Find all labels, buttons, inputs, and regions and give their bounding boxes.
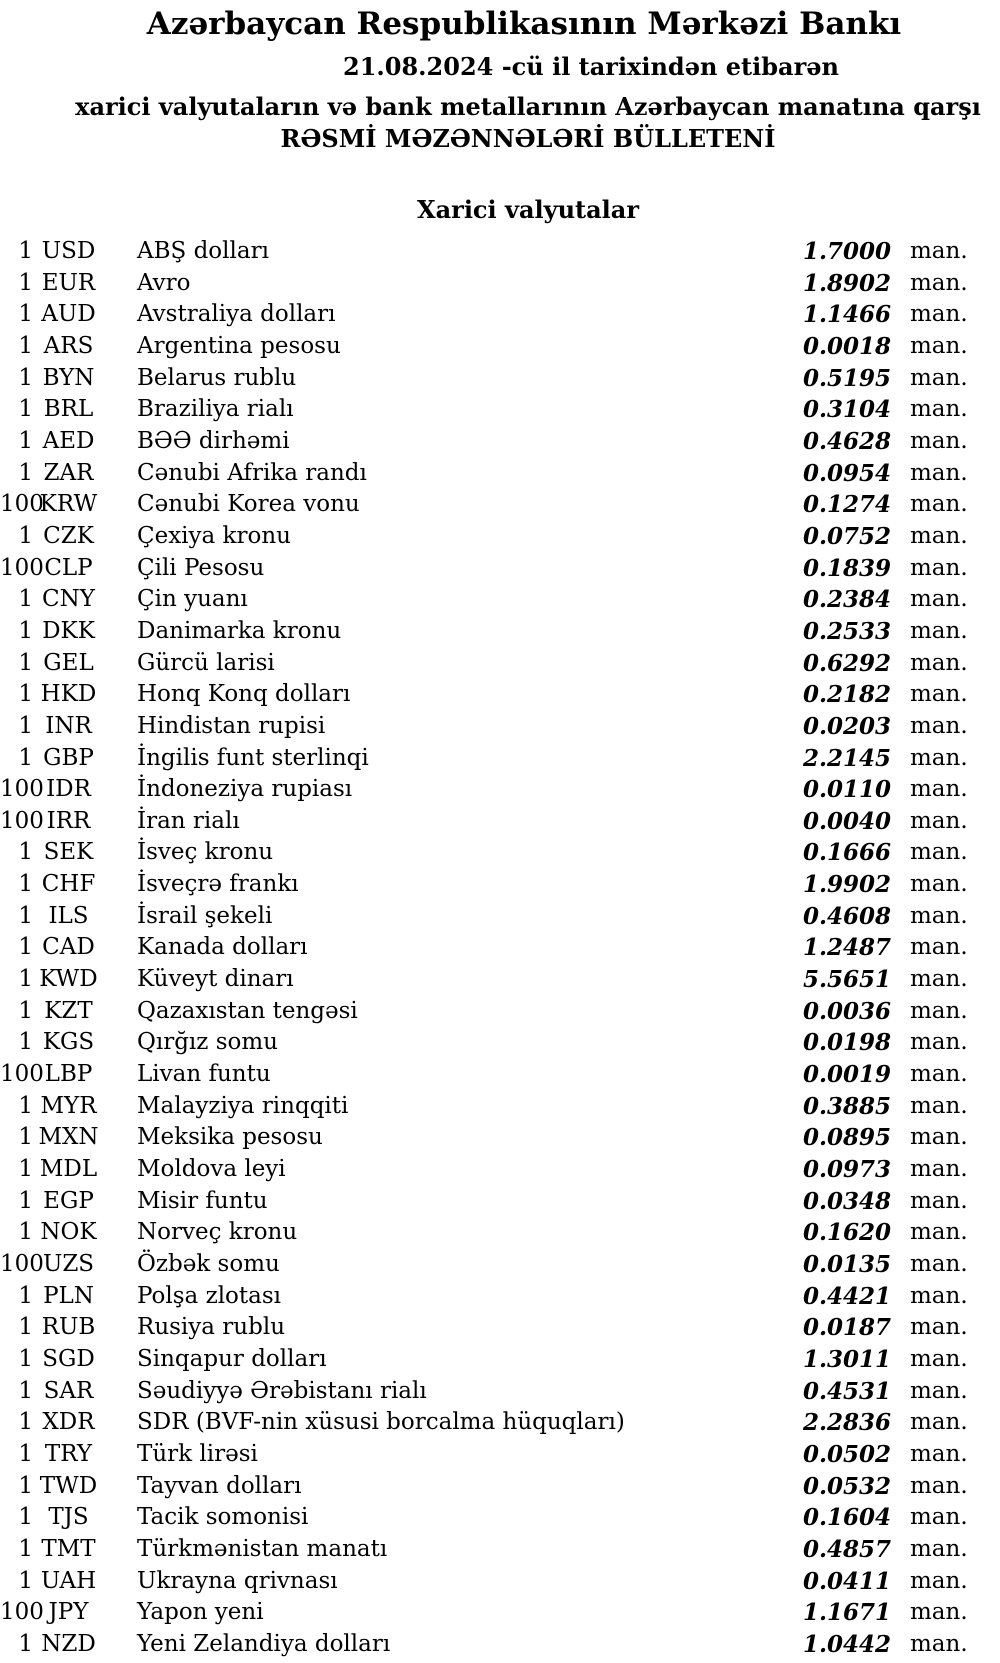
- currency-rate: 5.5651: [802, 966, 891, 994]
- currency-code: ARS: [43, 332, 94, 359]
- unit-label: man.: [910, 681, 968, 708]
- table-row: [0, 774, 1000, 806]
- unit-label: man.: [910, 1092, 968, 1119]
- currency-rate: 0.1666: [802, 839, 891, 867]
- currency-name: Hindistan rupisi: [137, 712, 326, 739]
- currency-name: Özbək somu: [137, 1251, 280, 1277]
- currency-quantity: 100: [0, 776, 44, 803]
- table-row: [0, 1059, 1000, 1091]
- table-row: [0, 489, 1000, 521]
- currency-quantity: 1: [18, 617, 33, 644]
- unit-label: man.: [910, 301, 968, 328]
- currency-name: SDR (BVF-nin xüsusi borcalma hüquqları): [137, 1409, 625, 1436]
- table-row: [0, 1091, 1000, 1123]
- table-row: [0, 1439, 1000, 1471]
- unit-label: man.: [910, 712, 968, 739]
- unit-label: man.: [910, 776, 968, 803]
- currency-rate: 0.0040: [802, 807, 891, 835]
- currency-quantity: 1: [18, 332, 33, 359]
- unit-label: man.: [910, 1377, 968, 1404]
- table-row: [0, 837, 1000, 869]
- currency-name: Moldova leyi: [137, 1156, 286, 1183]
- currency-name: Meksika pesosu: [137, 1124, 323, 1151]
- unit-label: man.: [910, 1504, 968, 1531]
- currency-rate: 0.0135: [802, 1251, 891, 1278]
- currency-name: Kanada dolları: [137, 934, 308, 961]
- currency-quantity: 1: [18, 238, 33, 264]
- currency-code: SAR: [43, 1377, 94, 1404]
- table-row: [0, 268, 1000, 300]
- currency-quantity: 1: [18, 1472, 33, 1499]
- currency-code: RUB: [41, 1314, 96, 1341]
- unit-label: man.: [910, 649, 968, 676]
- currency-rate: 0.1604: [802, 1504, 891, 1532]
- currency-code: NOK: [40, 1219, 97, 1246]
- currency-rate: 0.6292: [802, 649, 891, 677]
- table-row: [0, 711, 1000, 743]
- currency-name: Çexiya kronu: [137, 522, 291, 549]
- currency-code: USD: [41, 238, 96, 264]
- currency-name: BƏƏ dirhəmi: [137, 427, 290, 454]
- currency-name: Türkmənistan manatı: [137, 1535, 388, 1562]
- table-row: [0, 584, 1000, 616]
- currency-code: KRW: [39, 491, 98, 518]
- currency-code: ILS: [48, 902, 89, 929]
- currency-name: Misir funtu: [137, 1187, 268, 1214]
- table-row: [0, 1217, 1000, 1249]
- table-row: [0, 743, 1000, 775]
- currency-name: Belarus rublu: [137, 364, 297, 391]
- table-row: [0, 1186, 1000, 1218]
- table-row: [0, 869, 1000, 901]
- currency-quantity: 1: [18, 1282, 33, 1309]
- currency-code: MXN: [38, 1124, 99, 1151]
- currency-quantity: 1: [18, 1504, 33, 1531]
- currency-code: SGD: [42, 1345, 95, 1372]
- table-row: [0, 1312, 1000, 1344]
- currency-quantity: 1: [18, 396, 33, 423]
- currency-code: EGP: [43, 1187, 94, 1214]
- unit-label: man.: [910, 396, 968, 423]
- unit-label: man.: [910, 1187, 968, 1214]
- currency-code: CAD: [42, 934, 95, 961]
- currency-name: Argentina pesosu: [137, 332, 341, 359]
- currency-quantity: 1: [18, 364, 33, 391]
- unit-label: man.: [910, 1251, 968, 1277]
- currency-rate: 0.1274: [802, 491, 891, 519]
- currency-rate: 0.2182: [802, 681, 891, 709]
- currency-rate: 0.0532: [802, 1472, 891, 1500]
- currency-code: HKD: [40, 681, 97, 708]
- currency-rate: 0.4531: [802, 1377, 891, 1405]
- currency-rate: 0.4421: [802, 1282, 891, 1310]
- currency-code: INR: [45, 712, 92, 739]
- currency-code: KZT: [44, 997, 93, 1024]
- table-row: [0, 1154, 1000, 1186]
- unit-label: man.: [910, 238, 968, 264]
- unit-label: man.: [910, 491, 968, 518]
- currency-name: Avro: [137, 269, 191, 296]
- currency-code: SEK: [43, 839, 94, 866]
- currency-code: IDR: [46, 776, 91, 803]
- unit-label: man.: [910, 554, 968, 581]
- currency-code: TMT: [41, 1535, 96, 1562]
- currency-rate: 0.0973: [802, 1156, 891, 1184]
- currency-name: İsrail şekeli: [137, 902, 273, 929]
- unit-label: man.: [910, 1219, 968, 1246]
- currency-rate: 0.0411: [802, 1567, 891, 1595]
- unit-label: man.: [910, 522, 968, 549]
- currency-code: JPY: [48, 1599, 89, 1626]
- currency-quantity: 1: [18, 649, 33, 676]
- currency-quantity: 1: [18, 1029, 33, 1056]
- table-row: [0, 236, 1000, 268]
- table-row: [0, 1027, 1000, 1059]
- effective-date-line: 21.08.2024 -cü il tarixindən etibarən: [343, 52, 839, 81]
- currency-name: Malayziya rinqqiti: [137, 1092, 349, 1119]
- section-title-foreign-currencies: Xarici valyutalar: [417, 195, 639, 224]
- currency-rate: 0.0348: [802, 1187, 891, 1215]
- unit-label: man.: [910, 871, 968, 898]
- unit-label: man.: [910, 1124, 968, 1151]
- currency-code: CNY: [42, 586, 95, 613]
- currency-name: Gürcü larisi: [137, 649, 275, 676]
- unit-label: man.: [910, 332, 968, 359]
- table-row: [0, 553, 1000, 585]
- currency-rate: 0.0203: [802, 712, 891, 740]
- currency-name: Livan funtu: [137, 1061, 271, 1088]
- currency-rate: 0.0502: [802, 1440, 891, 1468]
- currency-rate: 1.1671: [802, 1599, 891, 1627]
- currency-rate: 2.2145: [802, 744, 891, 772]
- currency-quantity: 1: [18, 997, 33, 1024]
- currency-rate: 0.2384: [802, 586, 891, 614]
- currency-name: Qırğız somu: [137, 1029, 278, 1056]
- currency-name: Yapon yeni: [137, 1599, 264, 1626]
- currency-code: KGS: [42, 1029, 95, 1056]
- unit-label: man.: [910, 744, 968, 771]
- currency-name: Cənubi Korea vonu: [137, 491, 360, 518]
- unit-label: man.: [910, 1409, 968, 1436]
- currency-quantity: 1: [18, 1187, 33, 1214]
- currency-code: MDL: [39, 1156, 98, 1183]
- currency-quantity: 1: [18, 1377, 33, 1404]
- currency-name: Tacik somonisi: [137, 1504, 309, 1531]
- table-row: [0, 1471, 1000, 1503]
- table-row: [0, 1629, 1000, 1661]
- currency-code: UZS: [42, 1251, 95, 1277]
- currency-code: AUD: [41, 301, 96, 328]
- currency-quantity: 1: [18, 1124, 33, 1151]
- currency-quantity: 1: [18, 1156, 33, 1183]
- currency-quantity: 100: [0, 1599, 44, 1626]
- currency-rate: 0.4857: [802, 1535, 891, 1563]
- currency-quantity: 100: [0, 1061, 44, 1088]
- currency-code: CLP: [44, 554, 93, 581]
- currency-quantity: 100: [0, 491, 44, 518]
- currency-name: İsveçrə frankı: [137, 871, 299, 898]
- table-row: [0, 521, 1000, 553]
- currency-name: Çili Pesosu: [137, 554, 265, 581]
- currency-rate: 2.2836: [802, 1409, 891, 1437]
- exchange-rates-table: [0, 236, 1000, 1661]
- currency-quantity: 1: [18, 1345, 33, 1372]
- bulletin-subtitle: xarici valyutaların və bank metallarının Azərbaycan manatına qarşı: [75, 92, 981, 121]
- currency-name: Rusiya rublu: [137, 1314, 286, 1341]
- currency-name: Braziliya rialı: [137, 396, 294, 423]
- currency-name: Küveyt dinarı: [137, 966, 294, 993]
- unit-label: man.: [910, 839, 968, 866]
- currency-code: ZAR: [43, 459, 94, 486]
- currency-rate: 0.4608: [802, 902, 891, 930]
- currency-rate: 1.3011: [802, 1345, 891, 1373]
- unit-label: man.: [910, 427, 968, 454]
- currency-quantity: 1: [18, 269, 33, 296]
- table-row: [0, 648, 1000, 680]
- currency-code: BYN: [42, 364, 95, 391]
- table-row: [0, 1344, 1000, 1376]
- currency-quantity: 1: [18, 839, 33, 866]
- bulletin-title: RƏSMİ MƏZƏNNƏLƏRİ BÜLLETENİ: [280, 124, 776, 153]
- currency-code: BRL: [43, 396, 94, 423]
- currency-name: ABŞ dolları: [137, 238, 269, 264]
- table-row: [0, 458, 1000, 490]
- currency-code: CHF: [41, 871, 96, 898]
- table-row: [0, 331, 1000, 363]
- currency-name: Səudiyyə Ərəbistanı rialı: [137, 1377, 427, 1404]
- currency-name: Avstraliya dolları: [137, 301, 336, 328]
- unit-label: man.: [910, 617, 968, 644]
- currency-name: Cənubi Afrika randı: [137, 459, 367, 486]
- currency-rate: 1.2487: [802, 934, 891, 962]
- currency-code: MYR: [40, 1092, 97, 1119]
- unit-label: man.: [910, 364, 968, 391]
- currency-quantity: 1: [18, 1535, 33, 1562]
- currency-code: IRR: [46, 807, 91, 834]
- currency-name: Tayvan dolları: [137, 1472, 302, 1499]
- currency-name: Yeni Zelandiya dolları: [137, 1630, 391, 1657]
- currency-rate: 1.0442: [802, 1630, 891, 1658]
- currency-name: İndoneziya rupiası: [137, 776, 353, 803]
- table-row: [0, 901, 1000, 933]
- table-row: [0, 1534, 1000, 1566]
- unit-label: man.: [910, 1282, 968, 1309]
- currency-quantity: 1: [18, 744, 33, 771]
- currency-quantity: 1: [18, 871, 33, 898]
- currency-name: Ukrayna qrivnası: [137, 1567, 338, 1594]
- currency-name: Sinqapur dolları: [137, 1345, 327, 1372]
- table-row: [0, 1376, 1000, 1408]
- currency-rate: 0.3104: [802, 396, 891, 424]
- currency-rate: 0.0198: [802, 1029, 891, 1057]
- currency-quantity: 1: [18, 1314, 33, 1341]
- currency-rate: 0.0036: [802, 997, 891, 1025]
- unit-label: man.: [910, 1472, 968, 1499]
- bank-title: Azərbaycan Respublikasının Mərkəzi Bankı: [146, 6, 902, 42]
- table-row: [0, 806, 1000, 838]
- table-row: [0, 426, 1000, 458]
- unit-label: man.: [910, 997, 968, 1024]
- currency-code: EUR: [41, 269, 96, 296]
- unit-label: man.: [910, 1345, 968, 1372]
- currency-quantity: 1: [18, 1567, 33, 1594]
- currency-code: LBP: [44, 1061, 93, 1088]
- currency-quantity: 1: [18, 459, 33, 486]
- currency-rate: 1.8902: [802, 269, 891, 297]
- unit-label: man.: [910, 934, 968, 961]
- currency-rate: 0.4628: [802, 427, 891, 455]
- currency-rate: 1.9902: [802, 871, 891, 899]
- table-row: [0, 616, 1000, 648]
- unit-label: man.: [910, 1599, 968, 1626]
- table-row: [0, 1122, 1000, 1154]
- currency-quantity: 100: [0, 807, 44, 834]
- currency-name: İsveç kronu: [137, 839, 274, 866]
- currency-quantity: 1: [18, 712, 33, 739]
- unit-label: man.: [910, 586, 968, 613]
- currency-rate: 0.2533: [802, 617, 891, 645]
- currency-code: GEL: [43, 649, 94, 676]
- currency-quantity: 1: [18, 902, 33, 929]
- unit-label: man.: [910, 807, 968, 834]
- currency-code: UAH: [40, 1567, 97, 1594]
- currency-rate: 0.1839: [802, 554, 891, 582]
- currency-quantity: 1: [18, 522, 33, 549]
- unit-label: man.: [910, 1061, 968, 1088]
- currency-quantity: 1: [18, 1409, 33, 1436]
- currency-rate: 0.0019: [802, 1061, 891, 1089]
- currency-name: Danimarka kronu: [137, 617, 342, 644]
- table-row: [0, 394, 1000, 426]
- currency-name: Türk lirəsi: [137, 1440, 258, 1467]
- currency-quantity: 100: [0, 554, 44, 581]
- table-row: [0, 1566, 1000, 1598]
- currency-quantity: 1: [18, 427, 33, 454]
- currency-rate: 0.0895: [802, 1124, 891, 1152]
- currency-rate: 0.0954: [802, 459, 891, 487]
- currency-quantity: 1: [18, 934, 33, 961]
- currency-rate: 1.1466: [802, 301, 891, 329]
- currency-code: CZK: [43, 522, 94, 549]
- currency-rate: 0.0752: [802, 522, 891, 550]
- currency-name: Çin yuanı: [137, 586, 248, 613]
- currency-quantity: 1: [18, 966, 33, 993]
- table-row: [0, 1502, 1000, 1534]
- unit-label: man.: [910, 1314, 968, 1341]
- table-row: [0, 1281, 1000, 1313]
- unit-label: man.: [910, 1535, 968, 1562]
- unit-label: man.: [910, 269, 968, 296]
- currency-name: Qazaxıstan tengəsi: [137, 997, 358, 1024]
- currency-quantity: 1: [18, 1440, 33, 1467]
- currency-rate: 1.7000: [802, 238, 891, 265]
- table-row: [0, 996, 1000, 1028]
- currency-name: İngilis funt sterlinqi: [137, 744, 369, 771]
- currency-quantity: 100: [0, 1251, 44, 1277]
- currency-quantity: 1: [18, 1219, 33, 1246]
- unit-label: man.: [910, 1567, 968, 1594]
- table-row: [0, 932, 1000, 964]
- currency-rate: 0.0018: [802, 332, 891, 360]
- currency-code: PLN: [43, 1282, 94, 1309]
- table-row: [0, 1597, 1000, 1629]
- unit-label: man.: [910, 966, 968, 993]
- currency-code: GBP: [43, 744, 94, 771]
- unit-label: man.: [910, 1630, 968, 1657]
- currency-name: Polşa zlotası: [137, 1282, 282, 1309]
- currency-name: Norveç kronu: [137, 1219, 298, 1246]
- unit-label: man.: [910, 1156, 968, 1183]
- currency-quantity: 1: [18, 586, 33, 613]
- table-row: [0, 964, 1000, 996]
- unit-label: man.: [910, 902, 968, 929]
- currency-rate: 0.3885: [802, 1092, 891, 1120]
- currency-name: Honq Konq dolları: [137, 681, 351, 708]
- unit-label: man.: [910, 1029, 968, 1056]
- currency-code: DKK: [42, 617, 95, 644]
- currency-quantity: 1: [18, 1092, 33, 1119]
- currency-name: İran rialı: [137, 807, 240, 834]
- currency-code: KWD: [39, 966, 98, 993]
- table-row: [0, 1249, 1000, 1281]
- unit-label: man.: [910, 459, 968, 486]
- currency-rate: 0.5195: [802, 364, 891, 392]
- currency-code: TRY: [44, 1440, 93, 1467]
- currency-code: TWD: [39, 1472, 98, 1499]
- currency-rate: 0.0110: [802, 776, 891, 804]
- table-row: [0, 363, 1000, 395]
- currency-rate: 0.0187: [802, 1314, 891, 1342]
- currency-code: TJS: [48, 1504, 89, 1531]
- currency-quantity: 1: [18, 301, 33, 328]
- currency-code: NZD: [41, 1630, 96, 1657]
- currency-rate: 0.1620: [802, 1219, 891, 1247]
- table-row: [0, 679, 1000, 711]
- unit-label: man.: [910, 1440, 968, 1467]
- currency-code: AED: [42, 427, 95, 454]
- currency-quantity: 1: [18, 1630, 33, 1657]
- table-row: [0, 299, 1000, 331]
- currency-quantity: 1: [18, 681, 33, 708]
- table-row: [0, 1407, 1000, 1439]
- currency-code: XDR: [42, 1409, 95, 1436]
